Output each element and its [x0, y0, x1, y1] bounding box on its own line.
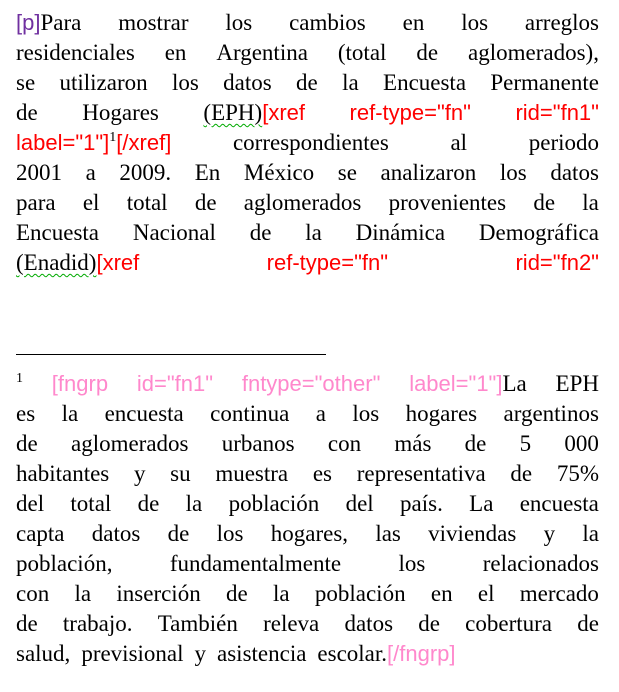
word: la — [61, 401, 79, 426]
word: periodo — [528, 130, 599, 155]
paragraph-line-8 — [16, 218, 599, 248]
word: del — [16, 491, 45, 516]
word: de — [418, 611, 440, 636]
footnote-line-5 — [16, 489, 599, 519]
footnote-line-3 — [16, 429, 599, 459]
fngrp-close-tag: [/fngrp] — [387, 641, 456, 666]
word: trabajo. — [62, 611, 133, 636]
word: datos — [344, 611, 394, 636]
word: los — [398, 551, 426, 576]
word: provenientes — [388, 190, 507, 215]
xref-attr: rid="fn1" — [515, 100, 599, 125]
word: de — [249, 220, 272, 245]
word: más — [394, 431, 432, 456]
word: población — [314, 581, 406, 606]
fngrp-attr: fntype="other" — [241, 371, 381, 396]
word: 000 — [564, 431, 599, 456]
footnote-line-8 — [16, 579, 599, 609]
xref-attr: ref-type="fn" — [266, 250, 389, 275]
word: habitantes — [16, 461, 110, 486]
word: datos — [91, 521, 141, 546]
word: la — [342, 70, 359, 95]
word: de — [577, 611, 599, 636]
word: de — [510, 461, 533, 486]
word: cobertura — [465, 611, 552, 636]
footnote-line-1 — [16, 369, 599, 399]
word: En — [194, 160, 221, 185]
word: y — [543, 521, 556, 546]
word: en — [164, 40, 187, 65]
word: Para — [40, 10, 82, 35]
word: También — [157, 611, 238, 636]
word: los — [216, 521, 244, 546]
word: residenciales — [16, 40, 135, 65]
word: Demográfica — [478, 220, 599, 245]
fngrp-tag: [fngrp — [51, 371, 109, 396]
word: previsional — [81, 641, 184, 666]
paragraph-line-4 — [16, 98, 599, 128]
word: de — [296, 70, 318, 95]
word: Argentina — [216, 40, 308, 65]
word: total — [70, 491, 112, 516]
word: Nacional — [132, 220, 216, 245]
footnote — [16, 369, 599, 669]
word: escolar. — [317, 641, 388, 666]
word: Encuesta — [383, 70, 467, 95]
word: salud, — [16, 641, 71, 666]
word: Hogares — [82, 100, 159, 125]
fngrp-attr: id="fn1" — [136, 371, 214, 396]
paragraph-line-7 — [16, 188, 599, 218]
p-open-tag: [p] — [16, 10, 41, 35]
word: representativa — [356, 461, 486, 486]
word: capta — [16, 521, 65, 546]
word: de — [16, 611, 38, 636]
word: se — [337, 160, 357, 185]
word: la — [74, 581, 92, 606]
word: de — [16, 100, 38, 125]
word: releva — [263, 611, 320, 636]
word: la — [582, 521, 599, 546]
word: la — [272, 581, 290, 606]
word: mercado — [519, 581, 599, 606]
xref-tag: [xref — [262, 100, 305, 125]
word: se — [16, 70, 36, 95]
xref-attr: ref-type="fn" — [349, 100, 471, 125]
word: los — [499, 160, 527, 185]
footnote-line-7 — [16, 549, 599, 579]
word: muestra — [215, 461, 289, 486]
word: la — [305, 220, 322, 245]
word: viviendas — [428, 521, 517, 546]
footnote-separator — [16, 354, 326, 355]
word: argentinos — [503, 401, 599, 426]
word: para — [16, 190, 56, 215]
word: La — [469, 491, 494, 516]
word: con — [327, 431, 362, 456]
fngrp-attr: label="1"] — [409, 371, 503, 396]
word: de — [137, 491, 160, 516]
word: las — [375, 521, 401, 546]
word: los — [225, 10, 253, 35]
word: EPH — [555, 371, 599, 396]
paragraph-line-9 — [16, 248, 599, 278]
word: la — [582, 190, 599, 215]
word: urbanos — [221, 431, 295, 456]
xref-tag: [xref — [96, 250, 140, 275]
word: mostrar — [118, 10, 189, 35]
word: aglomerados — [70, 431, 189, 456]
word: Encuesta — [16, 220, 100, 245]
word: datos — [550, 160, 599, 185]
word: población, — [16, 551, 113, 576]
word: arreglos — [524, 10, 599, 35]
word: hogares — [405, 401, 478, 426]
word: hogares, — [270, 521, 349, 546]
word: de — [16, 431, 38, 456]
footnote-line-9 — [16, 609, 599, 639]
word: y — [194, 641, 207, 666]
word: país. — [400, 491, 443, 516]
paragraph-line-1 — [16, 8, 599, 38]
word: 5 — [519, 431, 532, 456]
paragraph-line-6 — [16, 158, 599, 188]
word: de — [464, 431, 487, 456]
word: fundamentalmente — [169, 551, 342, 576]
word: 75% — [556, 461, 599, 486]
word: analizaron — [380, 160, 477, 185]
paragraph-line-5 — [16, 128, 599, 158]
word: al — [450, 130, 468, 155]
word: el — [477, 581, 495, 606]
word: su — [170, 461, 191, 486]
word: del — [345, 491, 374, 516]
footnote-line-4 — [16, 459, 599, 489]
word: con — [16, 581, 50, 606]
footnote-line-10 — [16, 639, 599, 669]
word: de — [194, 190, 217, 215]
word: aglomerados — [243, 190, 362, 215]
word: correspondientes — [232, 130, 389, 155]
spellcheck-word: (EPH) — [203, 100, 263, 125]
word: aglomerados), — [468, 40, 599, 65]
word: población — [228, 491, 320, 516]
word: a — [85, 160, 96, 185]
word: Dinámica — [355, 220, 446, 245]
word: datos — [223, 70, 272, 95]
word: La — [502, 371, 527, 396]
word: y — [133, 461, 146, 486]
word: los — [461, 10, 489, 35]
word: de — [533, 190, 556, 215]
xref-attr: label="1"] — [16, 130, 110, 155]
word: (total — [337, 40, 387, 65]
paragraph-line-2 — [16, 38, 599, 68]
word: la — [185, 491, 203, 516]
word: en — [430, 581, 453, 606]
word: México — [243, 160, 315, 185]
word: 2009. — [119, 160, 172, 185]
main-paragraph — [16, 8, 599, 278]
word: es — [312, 461, 332, 486]
xref-attr: rid="fn2" — [515, 250, 599, 275]
word: a — [315, 401, 326, 426]
word: relacionados — [482, 551, 599, 576]
word: en — [402, 10, 425, 35]
xref-close-tag: [/xref] — [116, 130, 172, 155]
word: inserción — [116, 581, 201, 606]
word: 2001 — [16, 160, 62, 185]
footnote-marker: 1 — [16, 371, 23, 386]
word: asistencia — [217, 641, 307, 666]
word: los — [352, 401, 380, 426]
word: encuesta — [104, 401, 184, 426]
footnote-ref-1[interactable]: 1 — [109, 130, 117, 145]
word: de — [416, 40, 439, 65]
footnote-line-2 — [16, 399, 599, 429]
footnote-line-6 — [16, 519, 599, 549]
word: el — [82, 190, 100, 215]
word: continua — [210, 401, 290, 426]
word: utilizaron — [59, 70, 148, 95]
word: es — [16, 401, 36, 426]
word: total — [126, 190, 168, 215]
word: encuesta — [519, 491, 599, 516]
paragraph-line-3 — [16, 68, 599, 98]
word: Permanente — [490, 70, 599, 95]
word: de — [167, 521, 190, 546]
word: cambios — [289, 10, 366, 35]
word: de — [225, 581, 248, 606]
word: los — [171, 70, 199, 95]
spellcheck-word: (Enadid) — [16, 250, 97, 275]
